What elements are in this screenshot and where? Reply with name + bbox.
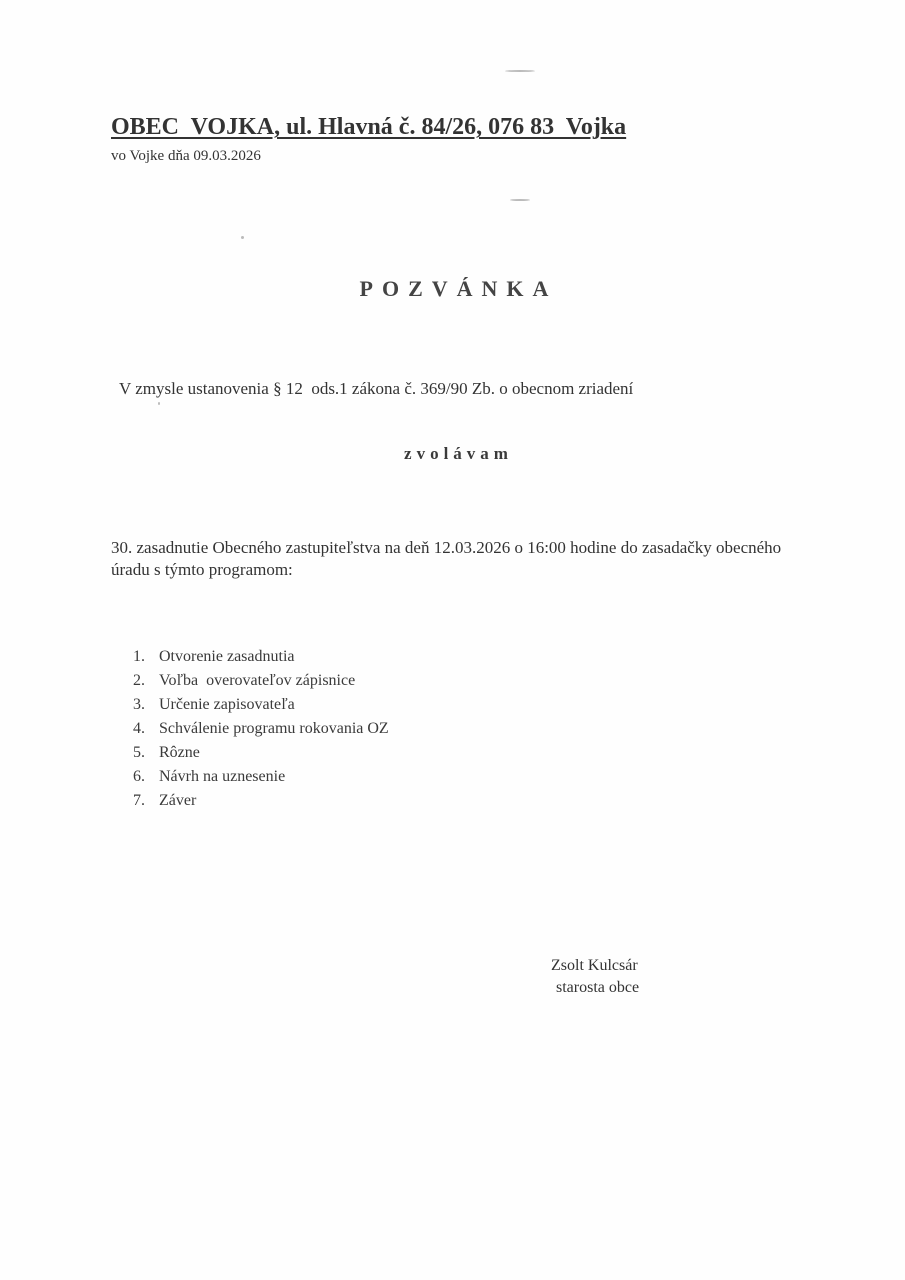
- agenda-item: [133, 741, 389, 765]
- document-date: vo Vojke dňa 09.03.2026: [111, 148, 261, 164]
- agenda-item: [133, 645, 389, 669]
- scan-artifact: [510, 199, 530, 201]
- agenda-item-label: Určenie zapisovateľa: [159, 696, 295, 713]
- agenda-item-number: 5.: [133, 744, 145, 761]
- agenda-item-label: Rôzne: [159, 744, 200, 761]
- agenda-item-number: 1.: [133, 648, 145, 665]
- signature-block: [551, 955, 639, 999]
- agenda-item: [133, 669, 389, 693]
- agenda-item-label: Voľba overovateľov zápisnice: [159, 672, 356, 689]
- document-title: POZVÁNKA: [359, 276, 558, 301]
- signatory-name: Zsolt Kulcsár: [551, 957, 638, 974]
- agenda-item-label: Záver: [159, 792, 197, 809]
- agenda-item-number: 2.: [133, 672, 145, 689]
- legal-basis-text: V zmysle ustanovenia § 12 ods.1 zákona č. 369/90 Zb. o obecnom zriadení: [119, 379, 634, 398]
- agenda-item: [133, 789, 389, 813]
- agenda-item-number: 6.: [133, 768, 145, 785]
- signatory-role: starosta obce: [556, 979, 640, 996]
- agenda-list: [133, 645, 389, 813]
- convene-heading: zvolávam: [404, 444, 513, 463]
- municipality-header: OBEC VOJKA, ul. Hlavná č. 84/26, 076 83 Vojka: [111, 114, 627, 140]
- agenda-item-label: Schválenie programu rokovania OZ: [159, 720, 389, 737]
- agenda-item: [133, 717, 389, 741]
- scan-artifact: [505, 70, 535, 72]
- agenda-item-number: 3.: [133, 696, 145, 713]
- agenda-item-number: 7.: [133, 792, 145, 809]
- agenda-item-label: Otvorenie zasadnutia: [159, 648, 295, 665]
- agenda-item: [133, 765, 389, 789]
- scan-artifact: [241, 236, 244, 239]
- scan-artifact: [158, 402, 160, 405]
- meeting-text: 30. zasadnutie Obecného zastupiteľstva na deň 12.03.2026 o 16:00 hodine do zasadačky obecného úradu s týmto programom:: [111, 538, 782, 579]
- agenda-item-number: 4.: [133, 720, 145, 737]
- agenda-item: [133, 693, 389, 717]
- agenda-item-label: Návrh na uznesenie: [159, 768, 286, 785]
